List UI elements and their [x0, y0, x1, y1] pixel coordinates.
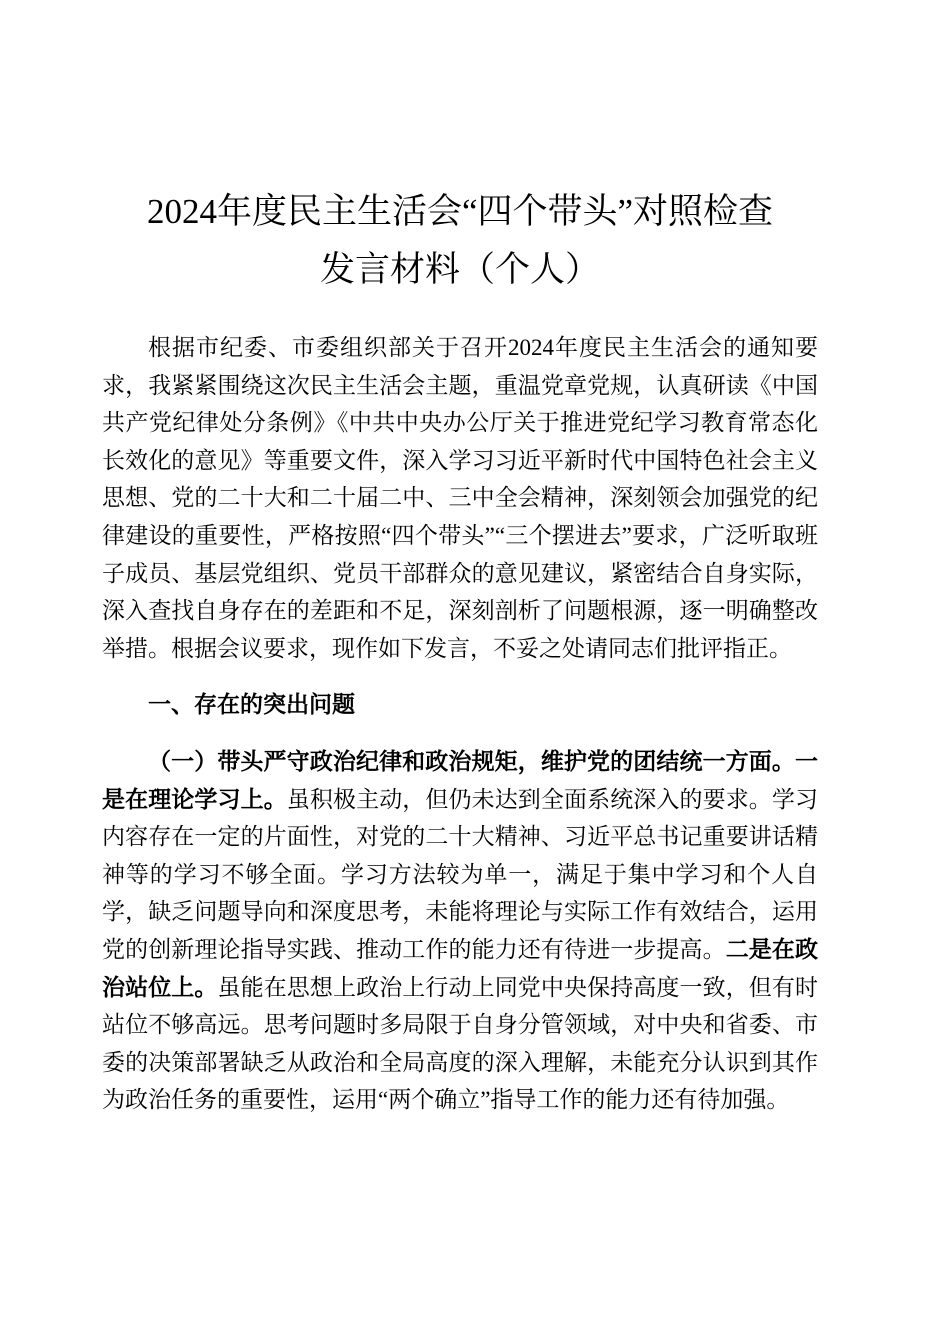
section-heading	[102, 686, 818, 724]
paragraph	[102, 743, 818, 1119]
document-title-line-1: 2024年度民主生活会“四个带头”对照检查	[146, 192, 774, 231]
text-segment: （一）带头严守政治纪律和政治规矩，维护党的团结统一方面。一是在理论学习上。	[102, 748, 818, 812]
text-segment: 虽积极主动，但仍未达到全面系统深入的要求。学习内容存在一定的片面性，对党的二十大精神、习近平总书记重要讲话精神等的学习不够全面。学习方法较为单一，满足于集中学习和个人自学，缺乏问题导向和深度思考，未能将理论与实际工作有效结合，运用党的创新理论指导实践、推动工作的能力还有待进一步提高。	[102, 786, 819, 962]
document-content	[102, 183, 818, 1119]
paragraph	[102, 329, 818, 667]
document-title-line-2: 发言材料（个人）	[319, 250, 600, 289]
text-segment: 虽能在思想上政治上行动上同党中央保持高度一致，但有时站位不够高远。思考问题时多局限于自身分管领域，对中央和省委、市委的决策部署缺乏从政治和全局高度的深入理解，未能充分认识到其作为政治任务的重要性，运用“两个确立”指导工作的能力还有待加强。	[102, 974, 819, 1113]
document-title	[102, 183, 818, 299]
text-segment: 一、存在的突出问题	[148, 692, 355, 718]
text-segment: 根据市纪委、市委组织部关于召开2024年度民主生活会的通知要求，我紧紧围绕这次民主生活会主题，重温党章党规，认真研读《中国共产党纪律处分条例》《中共中央办公厅关于推进党纪学习教育常态化长效化的意见》等重要文件，深入学习习近平新时代中国特色社会主义思想、党的二十大和二十届二中、三中全会精神，深刻领会加强党的纪律建设的重要性，严格按照“四个带头”“三个摆进去”要求，广泛听取班子成员、基层党组织、党员干部群众的意见建议，紧密结合自身实际，深入查找自身存在的差距和不足，深刻剖析了问题根源，逐一明确整改举措。根据会议要求，现作如下发言，不妥之处请同志们批评指正。	[102, 335, 818, 661]
text-segment: 二是在政治站位上。	[102, 936, 819, 1000]
document-body	[102, 329, 818, 1119]
